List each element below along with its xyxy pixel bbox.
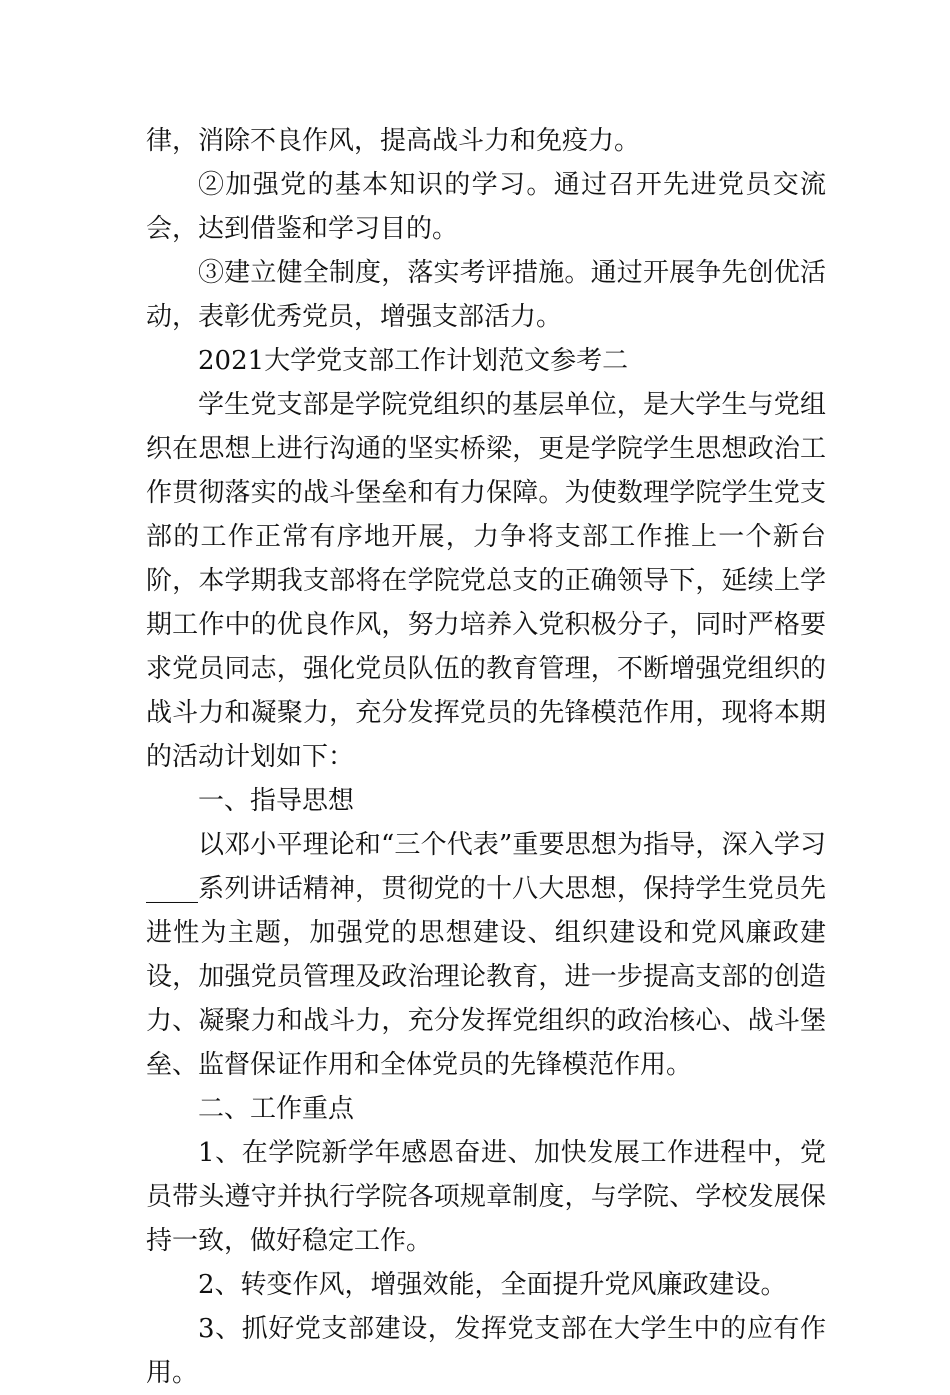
paragraph-item-3: ③建立健全制度，落实考评措施。通过开展争先创优活动，表彰优秀党员，增强支部活力。	[146, 258, 826, 332]
paragraph-guiding-thought: 以邓小平理论和“三个代表”重要思想为指导，深入学习____系列讲话精神，贯彻党的十八大思想，保持学生党员先进性为主题，加强党的思想建设、组织建设和党风廉政建设，加强党员管理及政治理论教育，进一步提高支部的创造力、凝聚力和战斗力，充分发挥党组织的政治核心、战斗堡垒、监督保证作用和全体党员的先锋模范作用。	[146, 830, 826, 1080]
paragraph-focus-1: 1、在学院新学年感恩奋进、加快发展工作进程中，党员带头遵守并执行学院各项规章制度，与学院、学校发展保持一致，做好稳定工作。	[146, 1138, 826, 1256]
paragraph-focus-2: 2、转变作风，增强效能，全面提升党风廉政建设。	[198, 1270, 787, 1300]
section-title: 2021大学党支部工作计划范文参考二	[198, 346, 629, 376]
paragraph-focus-3: 3、抓好党支部建设，发挥党支部在大学生中的应有作用。	[146, 1314, 826, 1388]
paragraph-continuation: 律，消除不良作风，提高战斗力和免疫力。	[146, 126, 641, 156]
paragraph-item-2: ②加强党的基本知识的学习。通过召开先进党员交流会，达到借鉴和学习目的。	[146, 170, 826, 244]
paragraph-intro: 学生党支部是学院党组织的基层单位，是大学生与党组织在思想上进行沟通的坚实桥梁，更是学院学生思想政治工作贯彻落实的战斗堡垒和有力保障。为使数理学院学生党支部的工作正常有序地开展，力争将支部工作推上一个新台阶，本学期我支部将在学院党总支的正确领导下，延续上学期工作中的优良作风，努力培养入党积极分子，同时严格要求党员同志，强化党员队伍的教育管理，不断增强党组织的战斗力和凝聚力，充分发挥党员的先锋模范作用，现将本期的活动计划如下：	[146, 390, 826, 772]
document-body	[146, 119, 826, 1395]
heading-work-focus: 二、工作重点	[198, 1094, 355, 1124]
heading-guiding-thought: 一、指导思想	[198, 786, 355, 816]
